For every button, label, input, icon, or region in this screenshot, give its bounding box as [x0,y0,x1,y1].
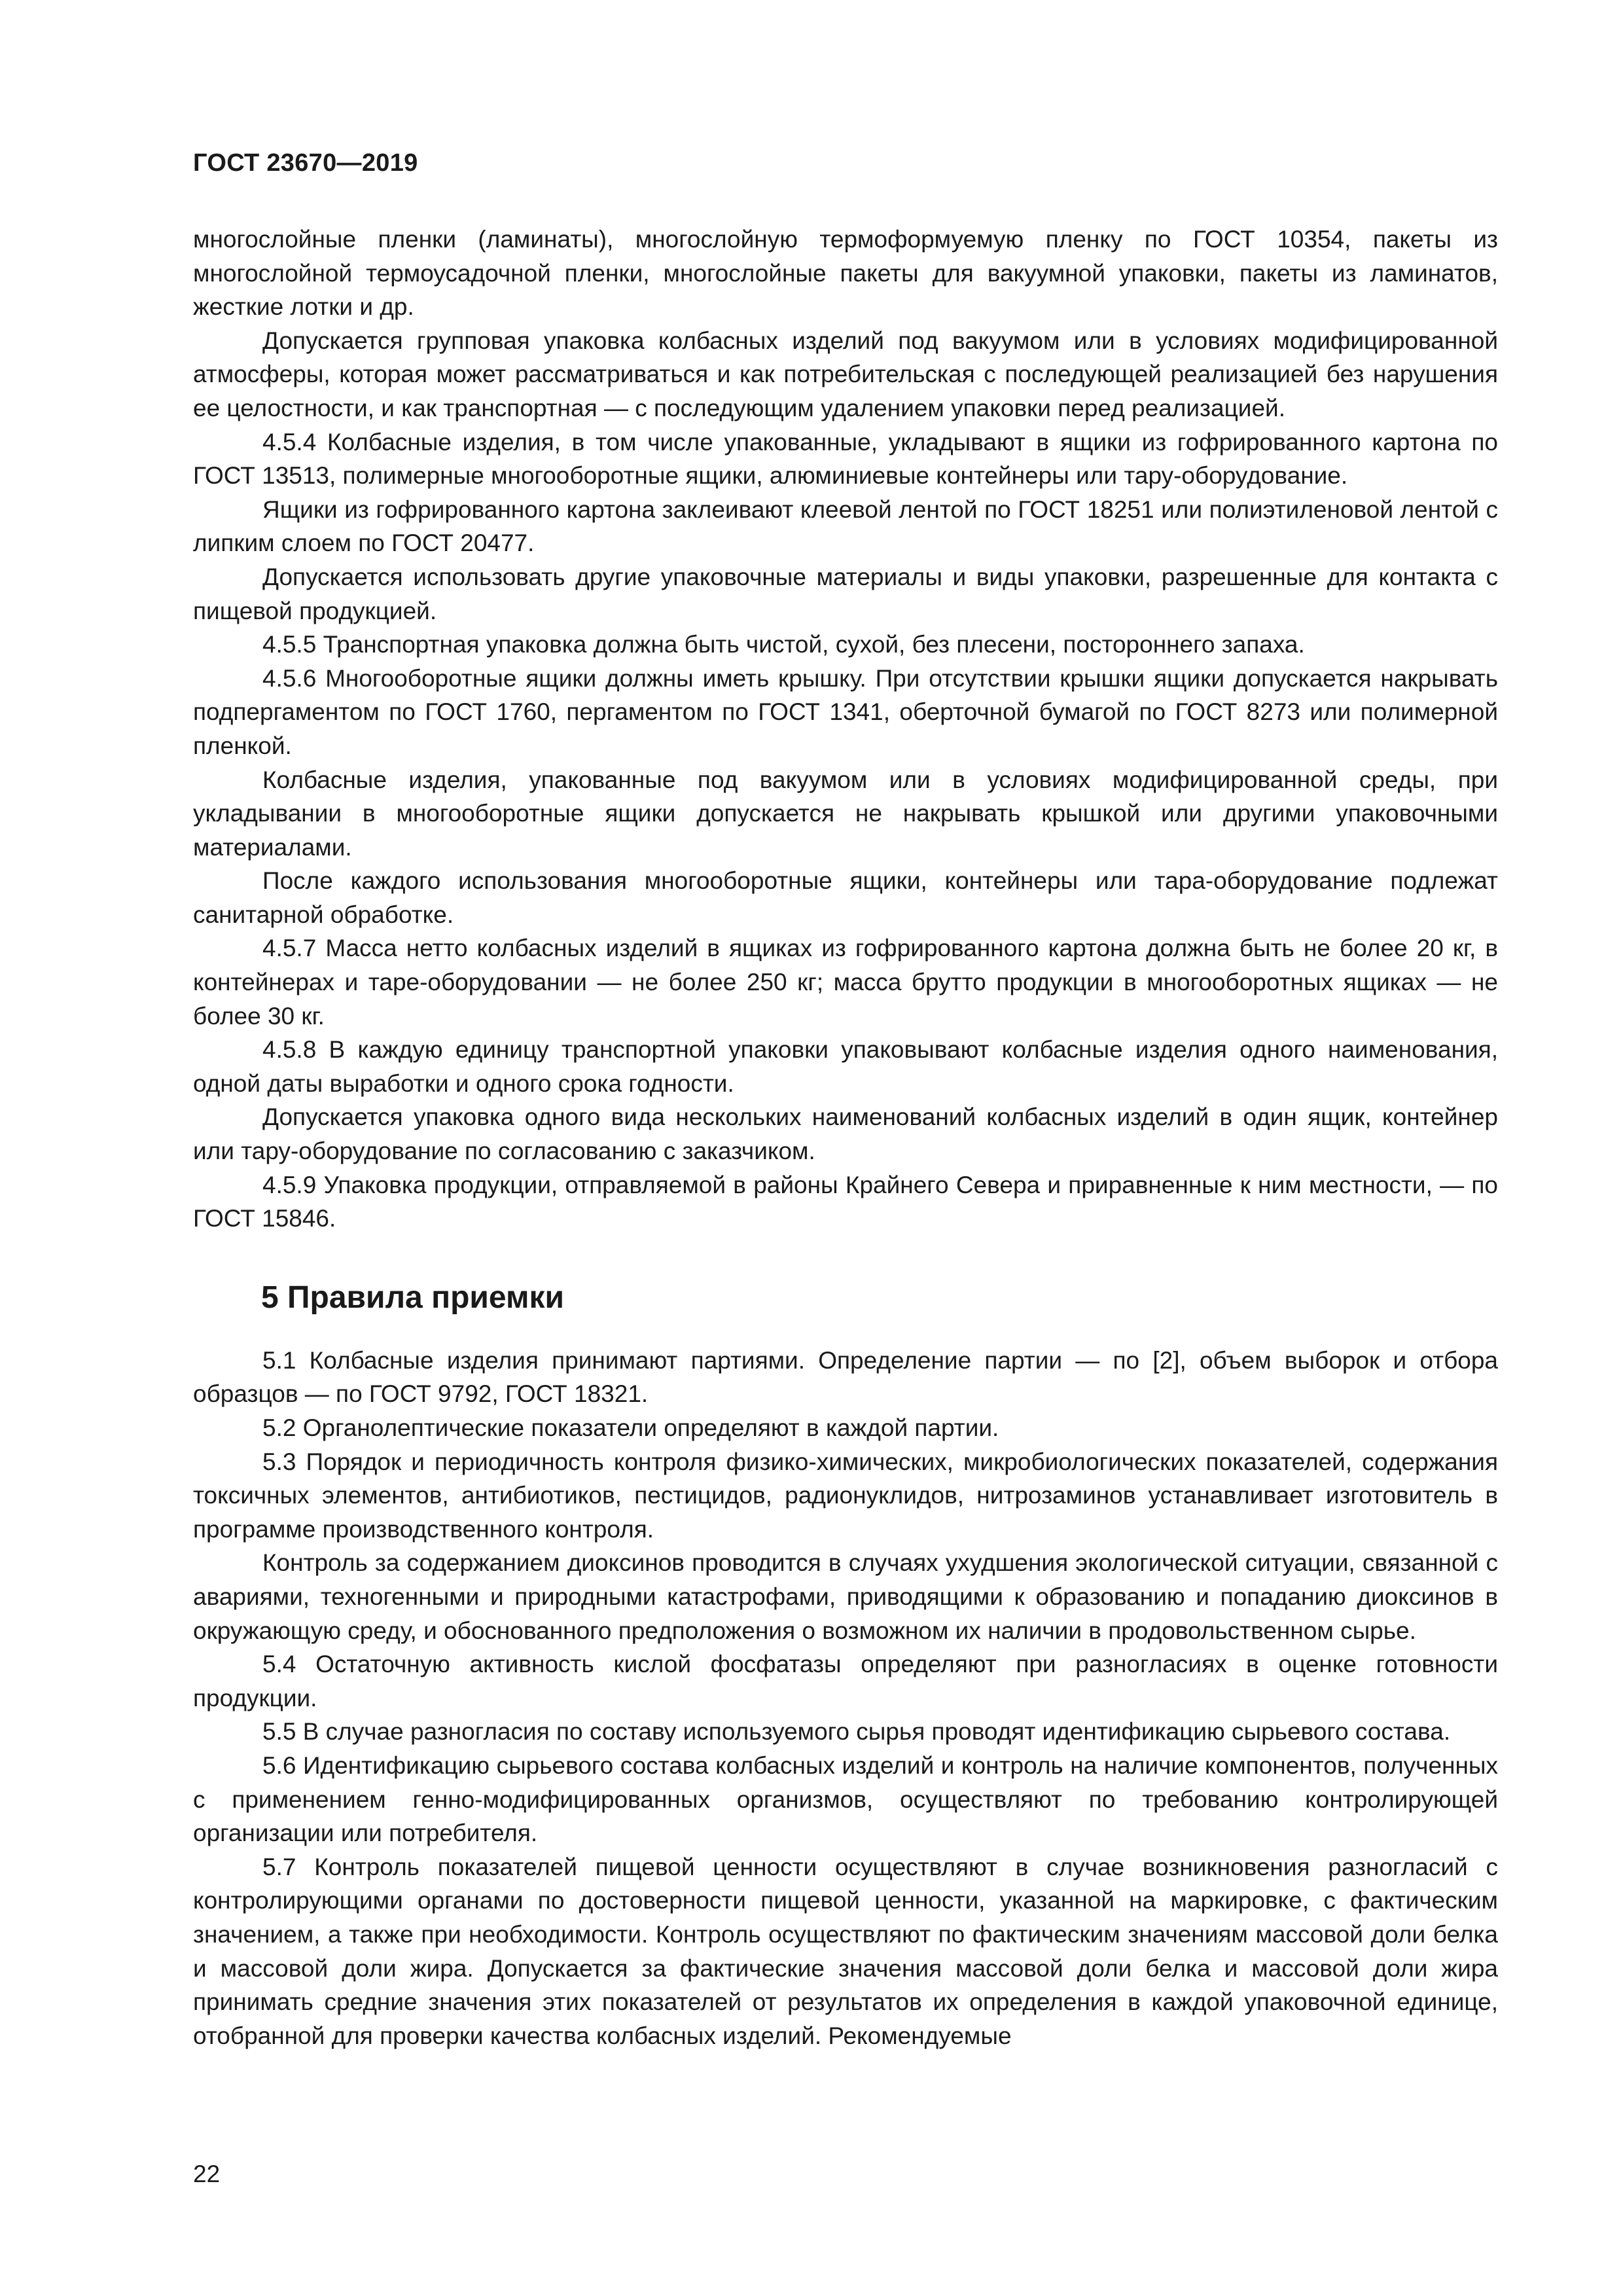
section-5-heading: 5 Правила приемки [261,1280,565,1315]
clause-4-5-8: 4.5.8 В каждую единицу транспортной упаковки упаковывают колбасные изделия одного наименования, одной даты выработки и одного срока годности. [193,1036,1498,1097]
clause-5-2: 5.2 Органолептические показатели определяют в каждой партии. [262,1414,999,1441]
paragraph: Допускается упаковка одного вида нескольких наименований колбасных изделий в один ящик, контейнер или тару-оборудование по согласованию с заказчиком. [193,1103,1498,1165]
paragraph: После каждого использования многооборотные ящики, контейнеры или тара-оборудование подлежат санитарной обработке. [193,867,1498,928]
paragraph: Ящики из гофрированного картона заклеивают клеевой лентой по ГОСТ 18251 или полиэтиленовой лентой с липким слоем по ГОСТ 20477. [193,495,1498,557]
clause-4-5-5: 4.5.5 Транспортная упаковка должна быть чистой, сухой, без плесени, постороннего запаха. [262,631,1305,658]
document-body [193,223,1498,2053]
clause-5-3: 5.3 Порядок и периодичность контроля физико-химических, микробиологических показателей, содержания токсичных элементов, антибиотиков, пестицидов, радионуклидов, нитрозаминов устанавливает изготовитель в программе производственного контроля. [193,1448,1498,1543]
clause-4-5-9: 4.5.9 Упаковка продукции, отправляемой в районы Крайнего Севера и приравненные к ним местности, — по ГОСТ 15846. [193,1171,1498,1232]
clause-4-5-6: 4.5.6 Многооборотные ящики должны иметь крышку. При отсутствии крышки ящики допускается накрывать подпергаментом по ГОСТ 1760, пергаментом по ГОСТ 1341, оберточной бумагой по ГОСТ 8273 или полимерной пленкой. [193,664,1498,759]
document-code-header: ГОСТ 23670—2019 [193,149,418,177]
clause-5-5: 5.5 В случае разногласия по составу используемого сырья проводят идентификацию сырьевого состава. [262,1718,1451,1746]
page-number: 22 [193,2161,221,2187]
paragraph-continuation: многослойные пленки (ламинаты), многослойную термоформуемую пленку по ГОСТ 10354, пакеты из многослойной термоусадочной пленки, многослойные пакеты для вакуумной упаковки, пакеты из ламинатов, жесткие лотки и др. [193,226,1498,321]
clause-4-5-4: 4.5.4 Колбасные изделия, в том числе упакованные, укладывают в ящики из гофрированного картона по ГОСТ 13513, полимерные многооборотные ящики, алюминиевые контейнеры или тару-оборудование. [193,428,1498,490]
paragraph: Допускается групповая упаковка колбасных изделий под вакуумом или в условиях модифицированной атмосферы, которая может рассматриваться и как потребительская с последующей реализацией без нарушения ее целостности, и как транспортная — с последующим удалением упаковки перед реализацией. [193,327,1498,422]
clause-5-6: 5.6 Идентификацию сырьевого состава колбасных изделий и контроль на наличие компонентов, полученных с применением генно-модифицированных организмов, осуществляют по требованию контролирующей организации или потребителя. [193,1751,1498,1847]
paragraph: Контроль за содержанием диоксинов проводится в случаях ухудшения экологической ситуации, связанной с авариями, техногенными и природными катастрофами, приводящими к образованию и попаданию диоксинов в окружающую среду, и обоснованного предположения о возможном их наличии в продовольственном сырье. [193,1549,1498,1644]
clause-5-7: 5.7 Контроль показателей пищевой ценности осуществляют в случае возникновения разногласий с контролирующими органами по достоверности пищевой ценности, указанной на маркировке, с фактическим значением, а также при необходимости. Контроль осуществляют по фактическим значениям массовой доли белка и массовой доли жира. Допускается за фактические значения массовой доли белка и массовой доли жира принимать средние значения этих показателей от результатов их определения в каждой упаковочной единице, отобранной для проверки качества колбасных изделий. Рекомендуемые [193,1853,1498,2049]
clause-5-4: 5.4 Остаточную активность кислой фосфатазы определяют при разногласиях в оценке готовности продукции. [193,1651,1498,1712]
clause-4-5-7: 4.5.7 Масса нетто колбасных изделий в ящиках из гофрированного картона должна быть не более 20 кг, в контейнерах и таре-оборудовании — не более 250 кг; масса брутто продукции в многооборотных ящиках — не более 30 кг. [193,935,1498,1030]
paragraph: Колбасные изделия, упакованные под вакуумом или в условиях модифицированной среды, при укладывании в многооборотные ящики допускается не накрывать крышкой или другими упаковочными материалами. [193,766,1498,861]
paragraph: Допускается использовать другие упаковочные материалы и виды упаковки, разрешенные для контакта с пищевой продукцией. [193,563,1498,624]
clause-5-1: 5.1 Колбасные изделия принимают партиями. Определение партии — по [2], объем выборок и отбора образцов — по ГОСТ 9792, ГОСТ 18321. [193,1346,1498,1408]
